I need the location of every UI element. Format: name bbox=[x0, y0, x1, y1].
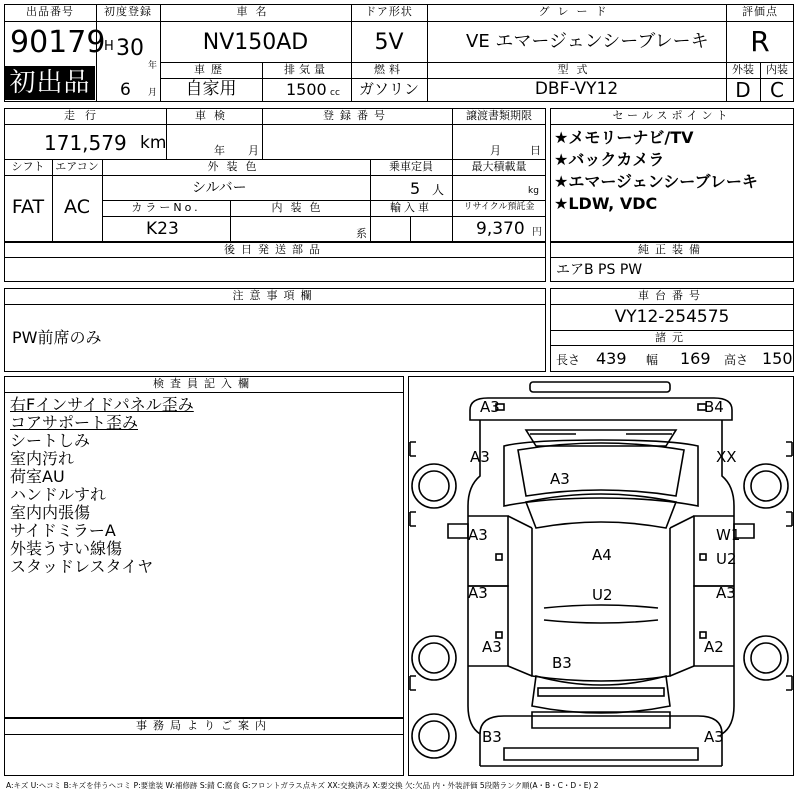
reg-month: 6 bbox=[120, 80, 131, 100]
ac-label: エアコン bbox=[55, 160, 99, 173]
history: 自家用 bbox=[185, 79, 237, 99]
dims-label: 諸元 bbox=[655, 331, 689, 344]
capacity: 5 bbox=[410, 179, 421, 198]
lot-number: 90179 bbox=[10, 25, 106, 60]
damage-mark: A3 bbox=[482, 638, 502, 656]
inspector-notes bbox=[10, 396, 194, 576]
inspector-line: サイドミラーA bbox=[10, 521, 116, 540]
inspection-month-unit: 月 bbox=[248, 144, 259, 157]
cc-unit: cc bbox=[330, 88, 340, 98]
damage-mark: B3 bbox=[482, 728, 502, 746]
car-name: NV150AD bbox=[202, 30, 309, 55]
damage-mark: A3 bbox=[704, 728, 724, 746]
first-reg-label: 初度登録 bbox=[104, 5, 152, 18]
car-name-label: 車名 bbox=[236, 5, 275, 18]
color: シルバー bbox=[192, 180, 247, 196]
score: R bbox=[750, 25, 770, 58]
int-grade: C bbox=[770, 78, 784, 102]
door-label: ドア形状 bbox=[365, 5, 413, 18]
person-unit: 人 bbox=[432, 183, 445, 197]
model-label: 型式 bbox=[557, 63, 596, 76]
inspector-label: 検査員記入欄 bbox=[153, 377, 255, 390]
era: H bbox=[104, 39, 114, 54]
damage-mark: B3 bbox=[552, 654, 572, 672]
damage-mark: W1 bbox=[716, 526, 741, 544]
length: 439 bbox=[596, 349, 627, 368]
plate-label: 登録番号 bbox=[323, 109, 391, 122]
lot-label: 出品番号 bbox=[26, 5, 74, 18]
fuel-label: 燃料 bbox=[374, 63, 404, 76]
grade-label: グレード bbox=[538, 5, 615, 18]
inspector-line: 外装うすい線傷 bbox=[10, 539, 123, 558]
equipment-label: 純正装備 bbox=[638, 243, 706, 256]
load-label: 最大積載量 bbox=[471, 160, 527, 173]
sales-points-label: セールスポイント bbox=[612, 109, 732, 122]
reg-year: 30 bbox=[116, 36, 144, 61]
kg-unit: kg bbox=[528, 186, 539, 196]
grade: VE エマージェンシーブレーキ bbox=[466, 31, 709, 52]
damage-mark: A3 bbox=[550, 470, 570, 488]
score-label: 評価点 bbox=[742, 5, 778, 18]
km-unit: km bbox=[140, 133, 167, 153]
damage-legend: A:キズ U:ヘコミ B:キズを伴うヘコミ P:要塗装 W:補修跡 S:錆 C:腐食 G:フロントガラス点キズ XX:交換済み X:要交換 欠:欠品 内・外装評価 5段階ランク順(A・B・C・D・E) 2 bbox=[6, 781, 599, 790]
month-unit: 月 bbox=[148, 88, 158, 98]
displacement: 1500 bbox=[286, 80, 327, 99]
damage-mark: B4 bbox=[704, 398, 724, 416]
width: 169 bbox=[680, 349, 711, 368]
color-no: K23 bbox=[146, 219, 179, 239]
damage-mark: A3 bbox=[716, 584, 736, 602]
transfer-label: 譲渡書類期限 bbox=[466, 109, 532, 122]
height: 150 bbox=[762, 349, 793, 368]
import-label: 輸入車 bbox=[390, 201, 432, 214]
inspector-line: コアサポート歪み bbox=[10, 413, 139, 432]
damage-mark: XX bbox=[716, 448, 737, 466]
height-label: 高さ bbox=[724, 353, 749, 367]
capacity-label: 乗車定員 bbox=[389, 160, 433, 173]
year-unit: 年 bbox=[148, 61, 158, 71]
shift: FAT bbox=[11, 196, 45, 218]
sales-point: ★バックカメラ bbox=[554, 150, 665, 169]
ac: AC bbox=[64, 196, 90, 218]
yen-unit: 円 bbox=[532, 227, 542, 238]
chassis-number: VY12-254575 bbox=[614, 307, 730, 327]
color-no-label: カラーNo. bbox=[131, 201, 201, 214]
shift-label: シフト bbox=[11, 160, 45, 173]
int-color-suffix: 系 bbox=[356, 227, 367, 240]
history-label: 車歴 bbox=[194, 63, 228, 76]
damage-mark: U2 bbox=[716, 550, 737, 568]
inspector-line: 右Fインサイドパネル歪み bbox=[10, 395, 194, 414]
first-listing-badge: 初出品 bbox=[5, 66, 95, 100]
inspector-line: シートしみ bbox=[10, 431, 91, 450]
recycle-amount: 9,370 bbox=[476, 219, 525, 239]
damage-mark: A3 bbox=[480, 398, 500, 416]
inspector-line: ハンドルすれ bbox=[10, 485, 107, 504]
sales-point: ★メモリーナビ/TV bbox=[554, 128, 694, 147]
model-code: DBF-VY12 bbox=[534, 79, 619, 99]
damage-mark: A2 bbox=[704, 638, 724, 656]
ext-grade: D bbox=[735, 78, 751, 102]
notes-label: 注意事項欄 bbox=[232, 289, 318, 302]
inspector-line: 荷室AU bbox=[10, 467, 65, 486]
chassis-label: 車台番号 bbox=[638, 289, 706, 302]
fuel: ガソリン bbox=[358, 80, 419, 98]
displacement-label: 排気量 bbox=[284, 63, 329, 76]
transfer-month-unit: 月 bbox=[490, 144, 501, 157]
inspection-label: 車検 bbox=[195, 109, 233, 122]
transfer-day-unit: 日 bbox=[530, 144, 541, 157]
inspection-year-unit: 年 bbox=[214, 144, 225, 157]
recycle-label: リサイクル預託金 bbox=[463, 202, 535, 212]
damage-mark: A3 bbox=[468, 584, 488, 602]
width-label: 幅 bbox=[646, 353, 659, 367]
mileage-label: 走行 bbox=[64, 109, 106, 122]
damage-mark: A3 bbox=[468, 526, 488, 544]
inspector-line: スタッドレスタイヤ bbox=[10, 557, 154, 576]
damage-mark: A3 bbox=[470, 448, 490, 466]
damage-mark: U2 bbox=[592, 586, 613, 604]
sales-point: ★LDW, VDC bbox=[554, 194, 658, 213]
later-parts-label: 後日発送部品 bbox=[224, 243, 326, 256]
car-outline-diagram bbox=[408, 376, 794, 776]
int-grade-label: 内装 bbox=[766, 63, 788, 76]
office-label: 事務局よりご案内 bbox=[136, 719, 272, 732]
inspector-line: 室内汚れ bbox=[10, 449, 75, 468]
inspector-line: 室内内張傷 bbox=[10, 503, 91, 522]
ext-grade-label: 外装 bbox=[732, 63, 754, 76]
sales-point: ★エマージェンシーブレーキ bbox=[554, 172, 758, 191]
equipment-value: エアB PS PW bbox=[556, 262, 643, 278]
notes-value: PW前席のみ bbox=[12, 328, 102, 347]
mileage: 171,579 bbox=[44, 131, 127, 155]
doors: 5V bbox=[374, 30, 404, 55]
int-color-label: 内装色 bbox=[271, 201, 329, 214]
damage-mark: A4 bbox=[592, 546, 612, 564]
sales-points-list bbox=[554, 130, 758, 212]
length-label: 長さ bbox=[556, 353, 581, 367]
color-label: 外装色 bbox=[207, 160, 265, 173]
